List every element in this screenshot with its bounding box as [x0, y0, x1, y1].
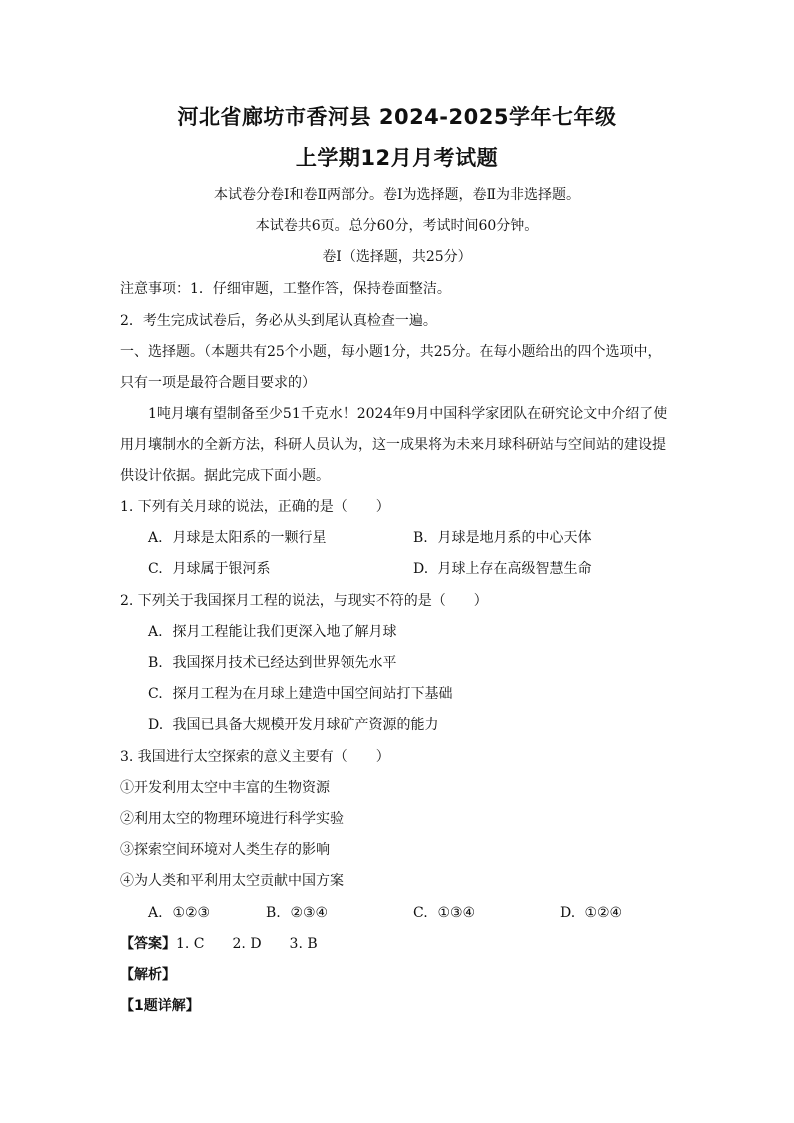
option-letter: D. [148, 717, 164, 733]
question-3-statement-4: ④为人类和平利用太空贡献中国方案 [120, 873, 344, 889]
option-letter: C. [148, 686, 163, 702]
option-letter: C. [148, 561, 163, 577]
question-3-statement-3: ③探索空间环境对人类生存的影响 [120, 842, 330, 858]
answer-values: 1. C 2. D 3. B [176, 936, 318, 952]
question-3-option-c [413, 903, 475, 923]
option-text: 探月工程能让我们更深入地了解月球 [172, 624, 397, 640]
material-line-2: 用月壤制水的全新方法，科研人员认为，这一成果将为未来月球科研站与空间站的建设提 [120, 437, 666, 453]
question-2-option-d [148, 715, 438, 735]
question-1-option-a [148, 528, 326, 548]
option-letter: B. [266, 905, 281, 921]
question-1-option-d [413, 559, 591, 579]
option-text: 月球属于银河系 [172, 561, 271, 577]
option-letter: A. [148, 624, 163, 640]
question-3-stem: 3. 我国进行太空探索的意义主要有（ ） [120, 749, 390, 765]
option-letter: D. [413, 561, 429, 577]
question-3-statement-2: ②利用太空的物理环境进行科学实验 [120, 811, 344, 827]
material-line-3: 供设计依据。据此完成下面小题。 [120, 468, 330, 484]
option-text: 月球是太阳系的一颗行星 [172, 530, 327, 546]
option-letter: B. [148, 655, 163, 671]
analysis-label: 【解析】 [120, 967, 176, 983]
analysis-detail-label: 【1题详解】 [120, 998, 200, 1014]
option-letter: D. [560, 905, 576, 921]
page-title: 河北省廊坊市香河县 2024-2025学年七年级 [177, 105, 617, 129]
question-2-option-a [148, 622, 396, 642]
material-line-1: 1吨月壤有望制备至少51千克水！2024年9月中国科学家团队在研究论文中介绍了使 [148, 406, 668, 422]
intro-line-2: 本试卷共6页。总分60分，考试时间60分钟。 [255, 218, 539, 234]
part-one-line-2: 只有一项是最符合题目要求的） [120, 375, 316, 391]
option-text: ①③④ [437, 905, 476, 921]
option-letter: B. [413, 530, 428, 546]
question-1-option-c [148, 559, 270, 579]
intro-line-1: 本试卷分卷Ⅰ和卷Ⅱ两部分。卷Ⅰ为选择题，卷Ⅱ为非选择题。 [213, 187, 581, 203]
option-text: 月球上存在高级智慧生命 [437, 561, 592, 577]
question-3-option-a [148, 903, 210, 923]
option-text: ①②④ [584, 905, 623, 921]
question-2-option-b [148, 653, 396, 673]
page-subtitle: 上学期12月月考试题 [295, 146, 499, 170]
question-2-stem: 2. 下列关于我国探月工程的说法，与现实不符的是（ ） [120, 593, 488, 609]
section-heading: 卷Ⅰ（选择题，共25分） [322, 249, 472, 265]
part-one-line-1: 一、选择题。（本题共有25个小题，每小题1分，共25分。在每小题给出的四个选项中， [120, 344, 662, 360]
question-2-option-c [148, 684, 452, 704]
answer-label: 【答案】 [120, 936, 176, 952]
question-1-option-b [413, 528, 591, 548]
notes-line-1: 注意事项：1．仔细审题，工整作答，保持卷面整洁。 [120, 281, 451, 297]
option-letter: C. [413, 905, 428, 921]
option-text: ②③④ [290, 905, 329, 921]
question-3-option-d [560, 903, 622, 923]
option-letter: A. [148, 905, 163, 921]
option-letter: A. [148, 530, 163, 546]
option-text: 我国探月技术已经达到世界领先水平 [172, 655, 397, 671]
answer-line [120, 934, 318, 954]
notes-line-2: 2．考生完成试卷后，务必从头到尾认真检查一遍。 [120, 313, 437, 329]
question-3-statement-1: ①开发利用太空中丰富的生物资源 [120, 780, 330, 796]
option-text: ①②③ [172, 905, 211, 921]
question-1-stem: 1. 下列有关月球的说法，正确的是（ ） [120, 499, 390, 515]
option-text: 月球是地月系的中心天体 [437, 530, 592, 546]
option-text: 探月工程为在月球上建造中国空间站打下基础 [172, 686, 453, 702]
option-text: 我国已具备大规模开发月球矿产资源的能力 [172, 717, 439, 733]
question-3-option-b [266, 903, 328, 923]
